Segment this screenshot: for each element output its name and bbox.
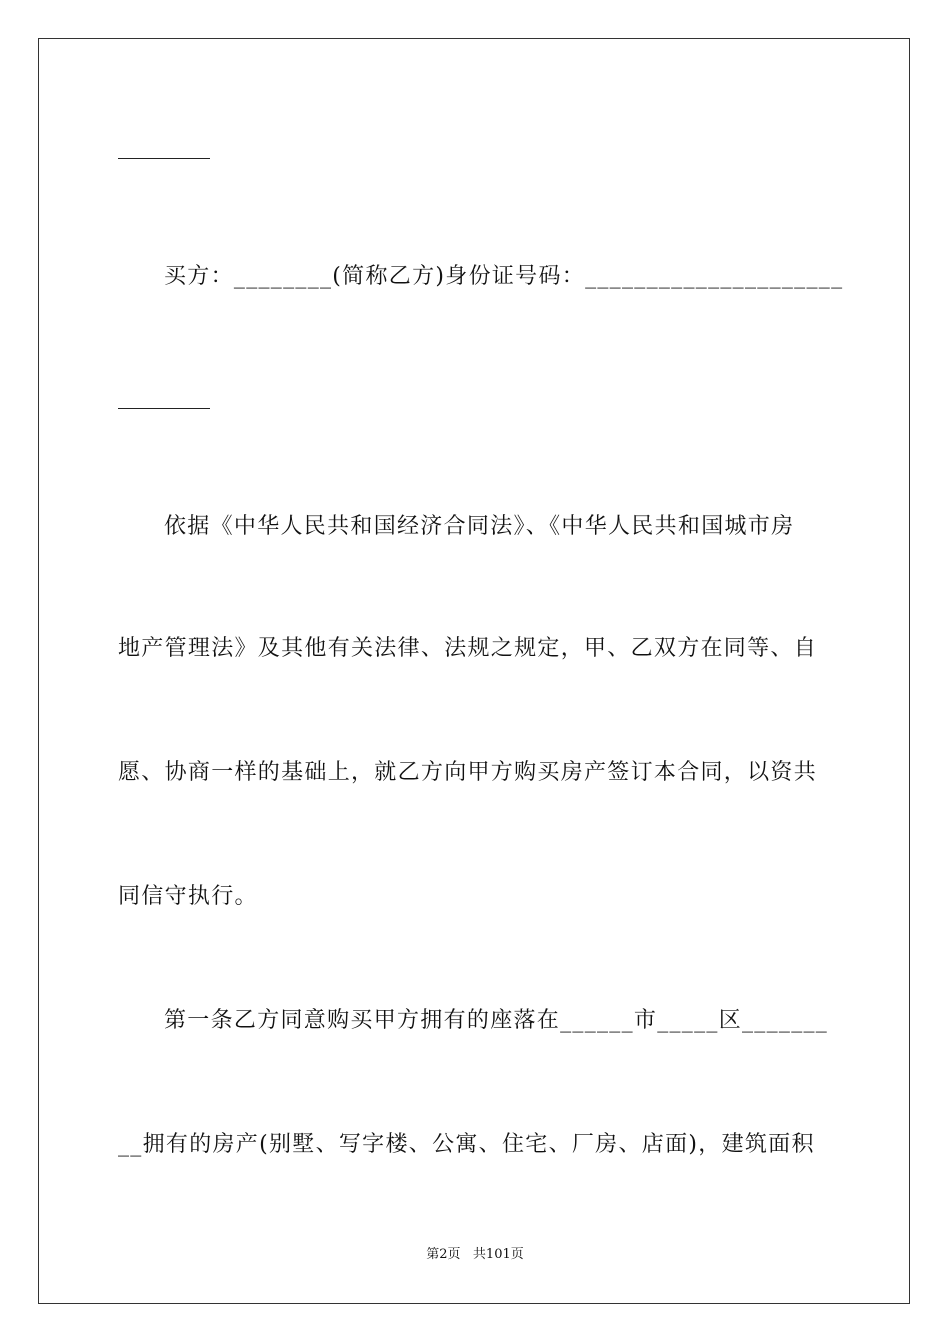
paragraph-line-3: 愿、协商一样的基础上，就乙方向甲方购买房产签订本合同，以资共 [118, 760, 818, 785]
page-number-footer: 第2页 共101页 [426, 1247, 524, 1262]
blank-underline-top [118, 158, 210, 159]
paragraph-line-2: 地产管理法》及其他有关法律、法规之规定，甲、乙双方在同等、自 [118, 636, 818, 661]
article-1-line-2: __拥有的房产(别墅、写字楼、公寓、住宅、厂房、店面)，建筑面积 [118, 1132, 815, 1157]
article-1-line-1: 第一条乙方同意购买甲方拥有的座落在______市_____区_______ [164, 1008, 829, 1033]
page-frame [38, 38, 910, 1304]
paragraph-line-1: 依据《中华人民共和国经济合同法》、《中华人民共和国城市房 [164, 514, 795, 539]
paragraph-line-4: 同信守执行。 [118, 884, 258, 909]
buyer-line: 买方：________(简称乙方)身份证号码：_____________________ [164, 264, 844, 289]
blank-underline-middle [118, 408, 210, 409]
